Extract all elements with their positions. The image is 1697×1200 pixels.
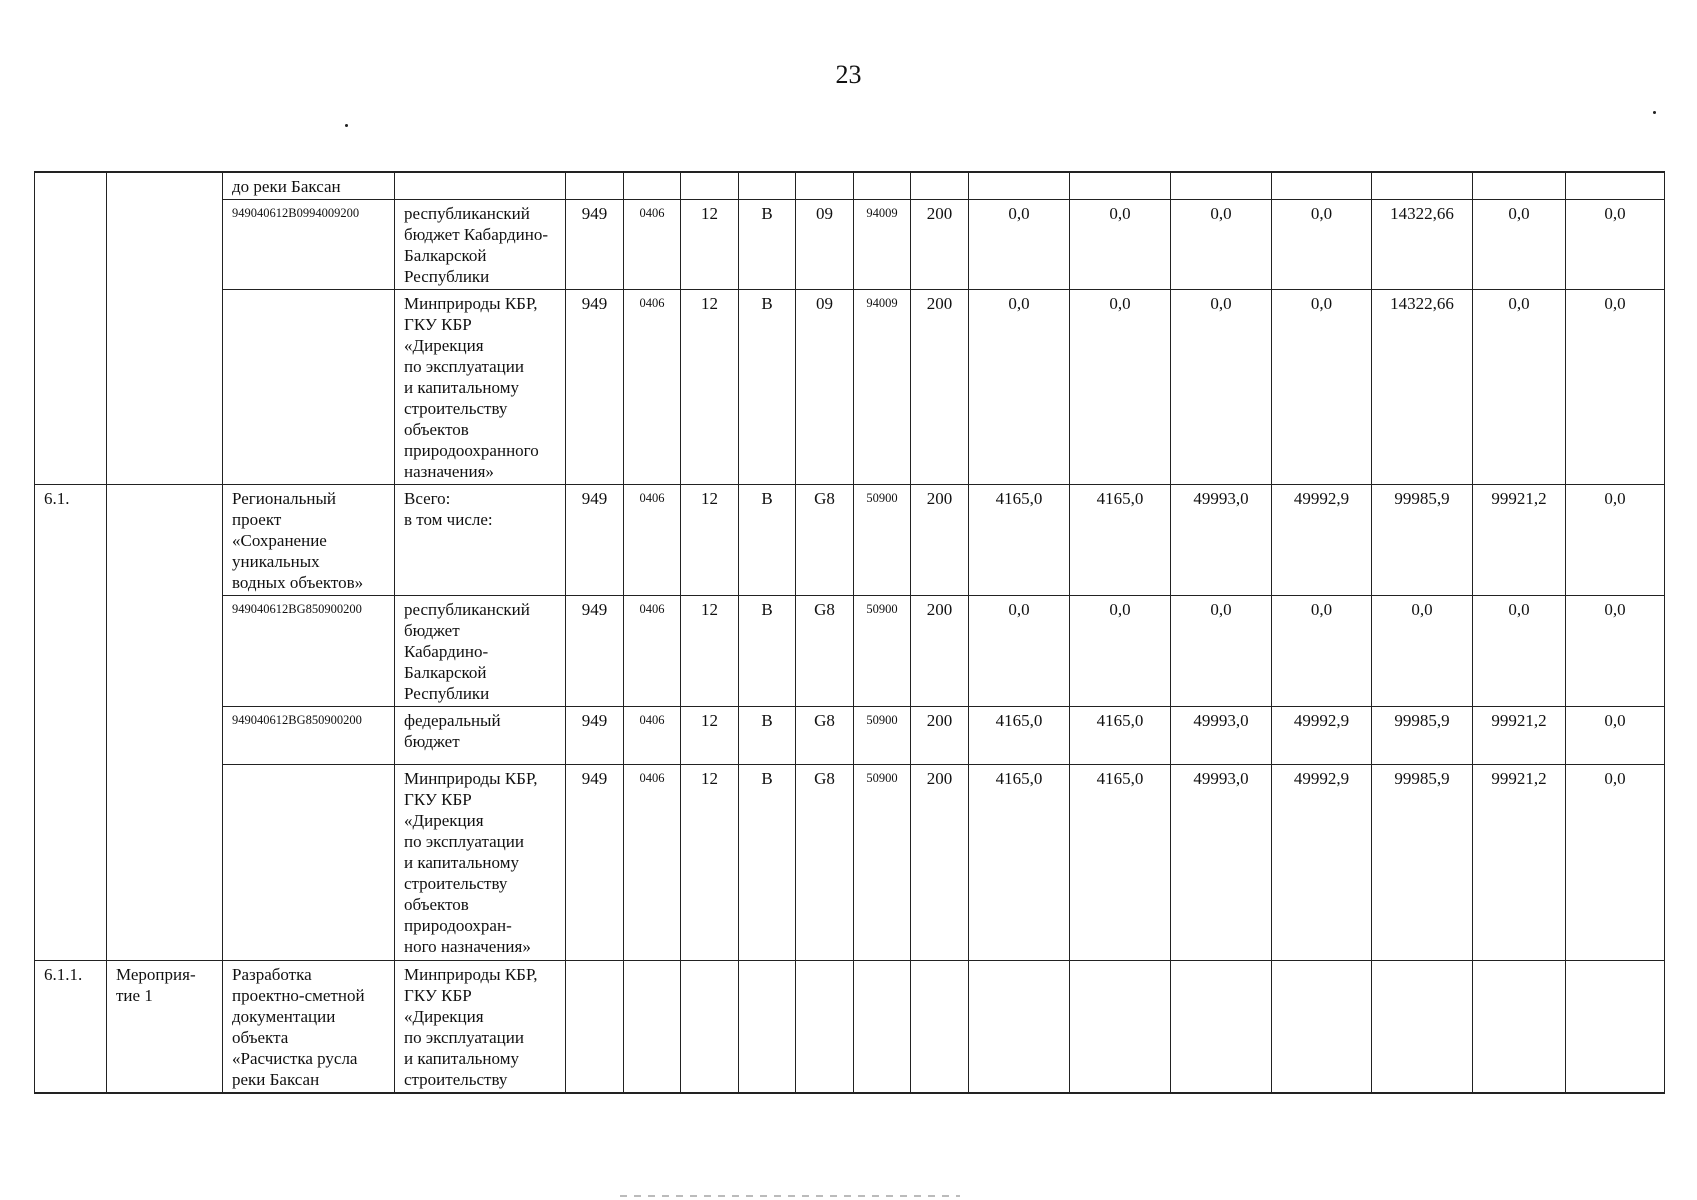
year-value-cell [1566, 172, 1665, 200]
year-value-cell [1372, 961, 1473, 1094]
year-value-cell: 99921,2 [1473, 485, 1566, 596]
funding-source-cell: Минприроды КБР, ГКУ КБР «Дирекция по эксплуатации и капитальному строительству объектов природоохранного назначения» [395, 290, 566, 485]
year-value-cell [1171, 172, 1272, 200]
grbs-cell: 949 [566, 485, 624, 596]
budget-code-cell: 949040612BG850900200 [223, 707, 395, 765]
year-value-cell: 49992,9 [1272, 765, 1372, 961]
rz-cell: 0406 [624, 200, 681, 290]
cs-program-cell: В [739, 707, 796, 765]
funding-source-cell [395, 172, 566, 200]
funding-source-cell: Минприроды КБР, ГКУ КБР «Дирекция по эксплуатации и капитальному строительству [395, 961, 566, 1094]
table-row [35, 485, 1665, 596]
year-value-cell: 0,0 [1171, 290, 1272, 485]
year-value-cell: 49993,0 [1171, 707, 1272, 765]
pr-cell: 12 [681, 707, 739, 765]
funding-source-cell: республиканский бюджет Кабардино-Балкарской Республики [395, 200, 566, 290]
grbs-cell: 949 [566, 707, 624, 765]
grbs-cell: 949 [566, 765, 624, 961]
year-value-cell: 0,0 [1566, 485, 1665, 596]
grbs-cell [566, 172, 624, 200]
year-value-cell: 0,0 [1473, 200, 1566, 290]
cs-subprogram-cell: G8 [796, 485, 854, 596]
year-value-cell [969, 961, 1070, 1094]
year-value-cell: 99985,9 [1372, 707, 1473, 765]
cs-program-cell: В [739, 765, 796, 961]
year-value-cell: 49993,0 [1171, 765, 1272, 961]
year-value-cell: 0,0 [1070, 290, 1171, 485]
table-row [35, 200, 1665, 290]
vr-cell: 200 [911, 765, 969, 961]
vr-cell [911, 961, 969, 1094]
year-value-cell: 0,0 [969, 290, 1070, 485]
cs-subprogram-cell: G8 [796, 596, 854, 707]
cs-program-cell: В [739, 290, 796, 485]
scan-speck [1653, 111, 1656, 114]
year-value-cell [1171, 961, 1272, 1094]
cs-direction-cell [854, 172, 911, 200]
row-number-cell: 6.1.1. [35, 961, 107, 1094]
row-number-cell: 6.1. [35, 485, 107, 961]
cs-program-cell [739, 172, 796, 200]
year-value-cell: 4165,0 [1070, 707, 1171, 765]
year-value-cell: 4165,0 [969, 485, 1070, 596]
cs-subprogram-cell: 09 [796, 290, 854, 485]
year-value-cell [1473, 172, 1566, 200]
cs-subprogram-cell [796, 172, 854, 200]
table-row [35, 765, 1665, 961]
grbs-cell: 949 [566, 200, 624, 290]
rz-cell: 0406 [624, 485, 681, 596]
year-value-cell: 0,0 [1372, 596, 1473, 707]
year-value-cell [1566, 961, 1665, 1094]
vr-cell: 200 [911, 290, 969, 485]
year-value-cell: 99921,2 [1473, 707, 1566, 765]
cs-subprogram-cell: G8 [796, 765, 854, 961]
year-value-cell: 0,0 [1272, 596, 1372, 707]
year-value-cell: 0,0 [1070, 596, 1171, 707]
cs-subprogram-cell: 09 [796, 200, 854, 290]
program-name-cell [223, 290, 395, 485]
pr-cell: 12 [681, 485, 739, 596]
scan-speck [345, 124, 348, 127]
vr-cell: 200 [911, 200, 969, 290]
year-value-cell: 0,0 [1566, 596, 1665, 707]
rz-cell: 0406 [624, 765, 681, 961]
rz-cell: 0406 [624, 596, 681, 707]
cs-direction-cell: 50900 [854, 707, 911, 765]
scan-noise [620, 1195, 960, 1197]
cs-program-cell: В [739, 485, 796, 596]
cs-direction-cell: 50900 [854, 596, 911, 707]
year-value-cell [1272, 172, 1372, 200]
pr-cell: 12 [681, 765, 739, 961]
page-number: 23 [835, 60, 862, 89]
pr-cell [681, 961, 739, 1094]
program-name-cell: Региональный проект «Сохранение уникальных водных объектов» [223, 485, 395, 596]
program-name-cell: Разработка проектно-сметной документации объекта «Расчистка русла реки Баксан [223, 961, 395, 1094]
vr-cell: 200 [911, 596, 969, 707]
cs-direction-cell: 94009 [854, 290, 911, 485]
table-body [35, 172, 1665, 1093]
year-value-cell: 0,0 [969, 200, 1070, 290]
funding-source-cell: Минприроды КБР, ГКУ КБР «Дирекция по эксплуатации и капитальному строительству объектов природоохран- ного назначения» [395, 765, 566, 961]
cs-program-cell: В [739, 596, 796, 707]
funding-source-cell: Всего: в том числе: [395, 485, 566, 596]
year-value-cell: 4165,0 [969, 707, 1070, 765]
budget-code-cell: 949040612В0994009200 [223, 200, 395, 290]
vr-cell [911, 172, 969, 200]
year-value-cell: 14322,66 [1372, 200, 1473, 290]
table-row [35, 596, 1665, 707]
year-value-cell: 0,0 [969, 596, 1070, 707]
budget-table [34, 171, 1665, 1094]
vr-cell: 200 [911, 485, 969, 596]
funding-source-cell: федеральный бюджет [395, 707, 566, 765]
year-value-cell: 99985,9 [1372, 765, 1473, 961]
year-value-cell: 0,0 [1566, 200, 1665, 290]
year-value-cell: 49992,9 [1272, 485, 1372, 596]
rz-cell: 0406 [624, 290, 681, 485]
year-value-cell [1272, 961, 1372, 1094]
cs-program-cell [739, 961, 796, 1094]
year-value-cell [1372, 172, 1473, 200]
cs-program-cell: В [739, 200, 796, 290]
pr-cell: 12 [681, 596, 739, 707]
year-value-cell: 49992,9 [1272, 707, 1372, 765]
year-value-cell [1473, 961, 1566, 1094]
year-value-cell: 49993,0 [1171, 485, 1272, 596]
event-type-cell [107, 172, 223, 485]
vr-cell: 200 [911, 707, 969, 765]
year-value-cell: 0,0 [1566, 290, 1665, 485]
year-value-cell: 99985,9 [1372, 485, 1473, 596]
rz-cell [624, 961, 681, 1094]
rz-cell [624, 172, 681, 200]
year-value-cell: 0,0 [1272, 290, 1372, 485]
year-value-cell: 0,0 [1473, 290, 1566, 485]
year-value-cell [1070, 961, 1171, 1094]
cs-subprogram-cell [796, 961, 854, 1094]
cs-direction-cell: 94009 [854, 200, 911, 290]
year-value-cell [1070, 172, 1171, 200]
year-value-cell: 0,0 [1171, 596, 1272, 707]
cs-direction-cell: 50900 [854, 765, 911, 961]
year-value-cell: 4165,0 [969, 765, 1070, 961]
year-value-cell: 4165,0 [1070, 765, 1171, 961]
program-name-cell [223, 765, 395, 961]
rz-cell: 0406 [624, 707, 681, 765]
event-type-cell [107, 485, 223, 961]
pr-cell: 12 [681, 290, 739, 485]
year-value-cell: 0,0 [1473, 596, 1566, 707]
year-value-cell: 0,0 [1070, 200, 1171, 290]
year-value-cell: 0,0 [1272, 200, 1372, 290]
year-value-cell: 4165,0 [1070, 485, 1171, 596]
year-value-cell: 14322,66 [1372, 290, 1473, 485]
year-value-cell: 0,0 [1171, 200, 1272, 290]
table-row [35, 707, 1665, 765]
year-value-cell: 0,0 [1566, 765, 1665, 961]
table-row [35, 961, 1665, 1094]
row-number-cell [35, 172, 107, 485]
funding-source-cell: республиканский бюджет Кабардино- Балкарской Республики [395, 596, 566, 707]
cs-direction-cell [854, 961, 911, 1094]
program-name-cell: до реки Баксан [223, 172, 395, 200]
pr-cell: 12 [681, 200, 739, 290]
grbs-cell: 949 [566, 290, 624, 485]
grbs-cell [566, 961, 624, 1094]
budget-code-cell: 949040612BG850900200 [223, 596, 395, 707]
grbs-cell: 949 [566, 596, 624, 707]
event-type-cell: Мероприя- тие 1 [107, 961, 223, 1094]
year-value-cell [969, 172, 1070, 200]
table-row [35, 172, 1665, 200]
table-row [35, 290, 1665, 485]
pr-cell [681, 172, 739, 200]
cs-direction-cell: 50900 [854, 485, 911, 596]
year-value-cell: 0,0 [1566, 707, 1665, 765]
cs-subprogram-cell: G8 [796, 707, 854, 765]
year-value-cell: 99921,2 [1473, 765, 1566, 961]
